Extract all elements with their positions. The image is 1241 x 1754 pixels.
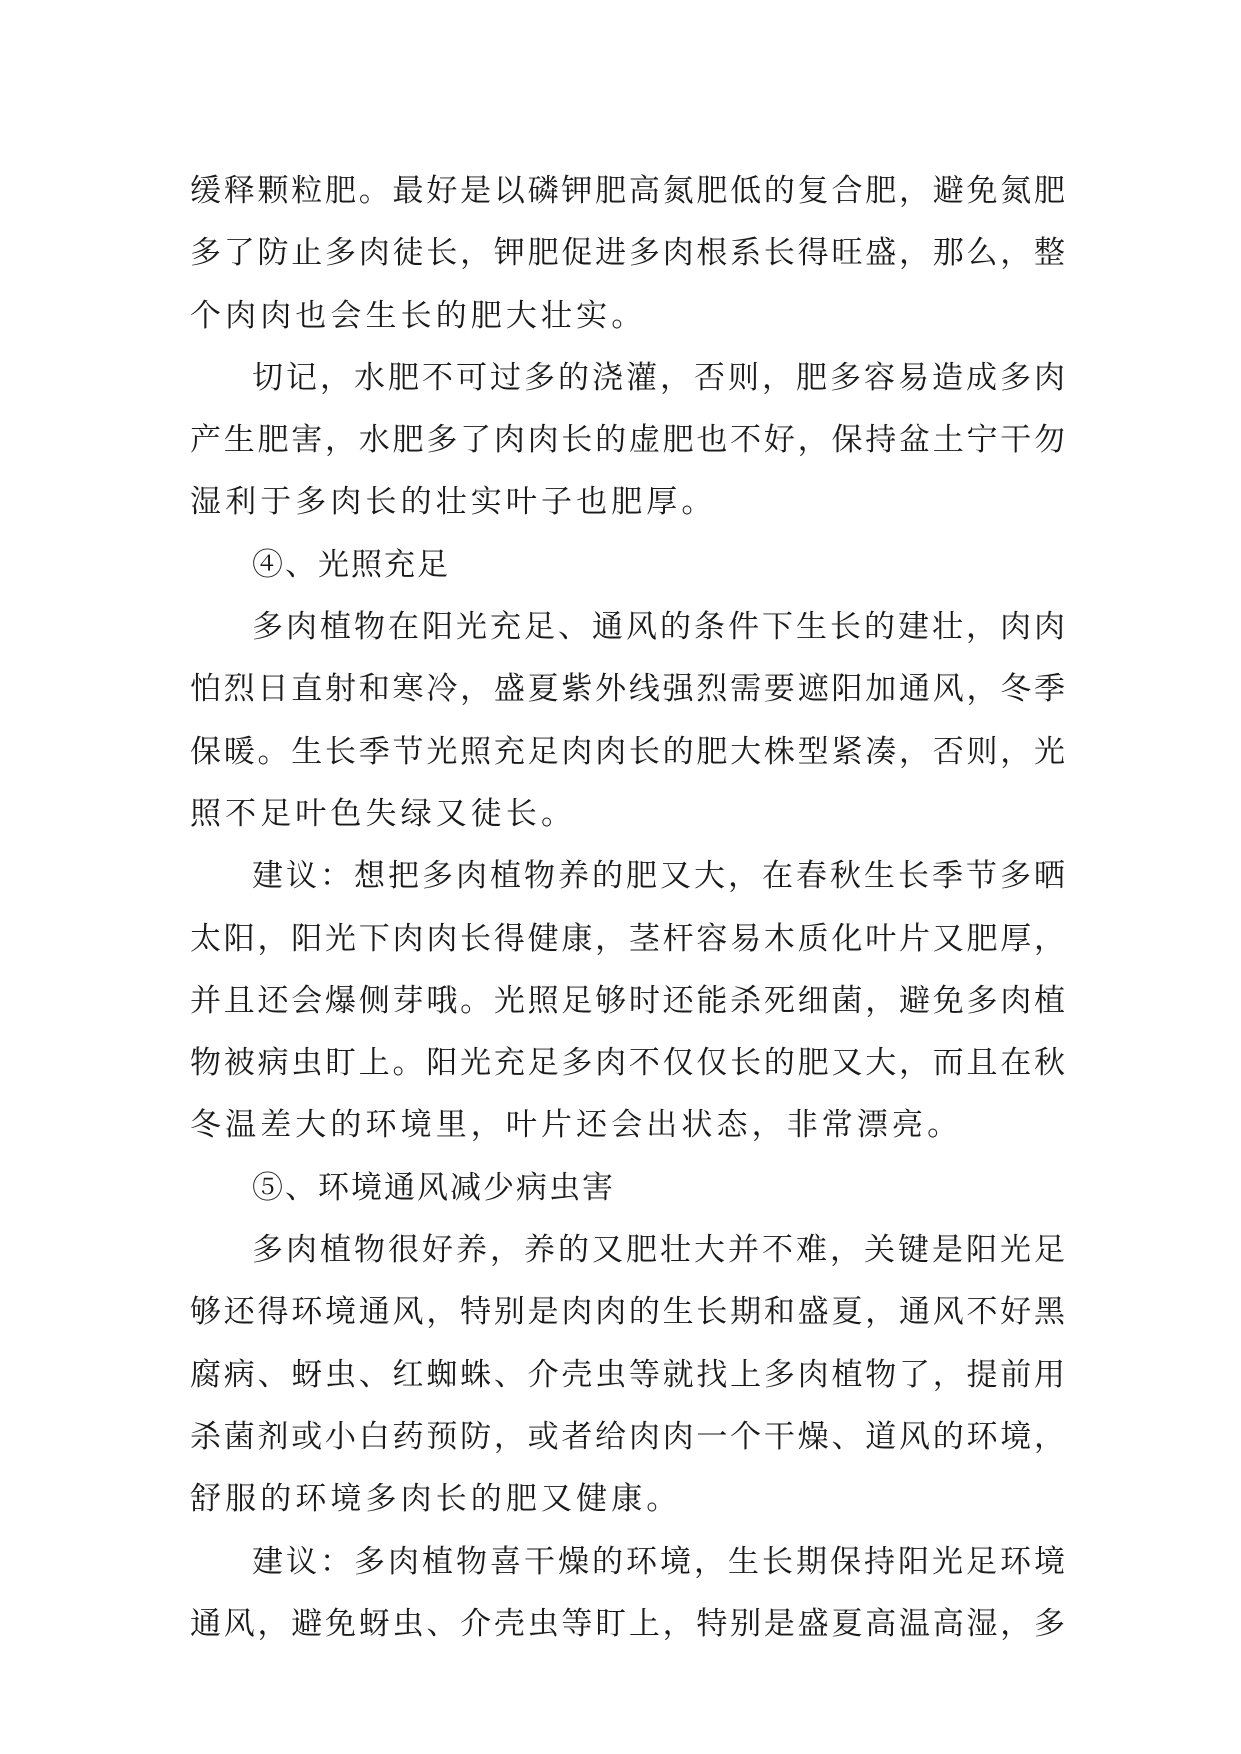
text-line: 个肉肉也会生长的肥大壮实。 — [190, 297, 647, 334]
text-line: 保暖。生长季节光照充足肉肉长的肥大株型紧凑，否则，光 — [190, 733, 1065, 770]
text-line: 冬温差大的环境里，叶片还会出状态，非常漂亮。 — [190, 1107, 963, 1144]
text-line: 并且还会爆侧芽哦。光照足够时还能杀死细菌，避免多肉植 — [190, 982, 1065, 1019]
section-heading-5: ⑤、环境通风减少病虫害 — [252, 1169, 615, 1206]
text-line: 产生肥害，水肥多了肉肉长的虚肥也不好，保持盆土宁干勿 — [190, 422, 1065, 459]
text-line: 照不足叶色失绿又徒长。 — [190, 795, 577, 832]
text-line: 缓释颗粒肥。最好是以磷钾肥高氮肥低的复合肥，避免氮肥 — [190, 173, 1065, 209]
text-line: 多了防止多肉徒长，钾肥促进多肉根系长得旺盛，那么，整 — [190, 235, 1065, 272]
text-line: 腐病、蚜虫、红蜘蛛、介壳虫等就找上多肉植物了，提前用 — [190, 1356, 1065, 1393]
section-heading-4: ④、光照充足 — [252, 546, 450, 583]
text-line: 够还得环境通风，特别是肉肉的生长期和盛夏，通风不好黑 — [190, 1294, 1065, 1331]
text-line: 物被病虫盯上。阳光充足多肉不仅仅长的肥又大，而且在秋 — [190, 1045, 1065, 1082]
text-line: 怕烈日直射和寒冷，盛夏紫外线强烈需要遮阳加通风，冬季 — [190, 671, 1065, 708]
text-line: 杀菌剂或小白药预防，或者给肉肉一个干燥、道风的环境， — [190, 1418, 1065, 1455]
paragraph-first-line: 切记，水肥不可过多的浇灌，否则，肥多容易造成多肉 — [252, 359, 1065, 396]
text-line: 通风，避免蚜虫、介壳虫等盯上，特别是盛夏高温高湿，多 — [190, 1605, 1065, 1642]
text-line: 舒服的环境多肉长的肥又健康。 — [190, 1481, 682, 1518]
document-body — [190, 160, 1065, 1655]
text-line: 太阳，阳光下肉肉长得健康，茎杆容易木质化叶片又肥厚， — [190, 920, 1065, 957]
text-line: 湿利于多肉长的壮实叶子也肥厚。 — [190, 484, 717, 521]
paragraph-first-line: 多肉植物很好养，养的又肥壮大并不难，关键是阳光足 — [252, 1232, 1065, 1269]
paragraph-first-line: 建议：多肉植物喜干燥的环境，生长期保持阳光足环境 — [252, 1543, 1065, 1580]
paragraph-first-line: 建议：想把多肉植物养的肥又大，在春秋生长季节多晒 — [252, 858, 1065, 895]
paragraph-first-line: 多肉植物在阳光充足、通风的条件下生长的建壮，肉肉 — [252, 609, 1065, 646]
